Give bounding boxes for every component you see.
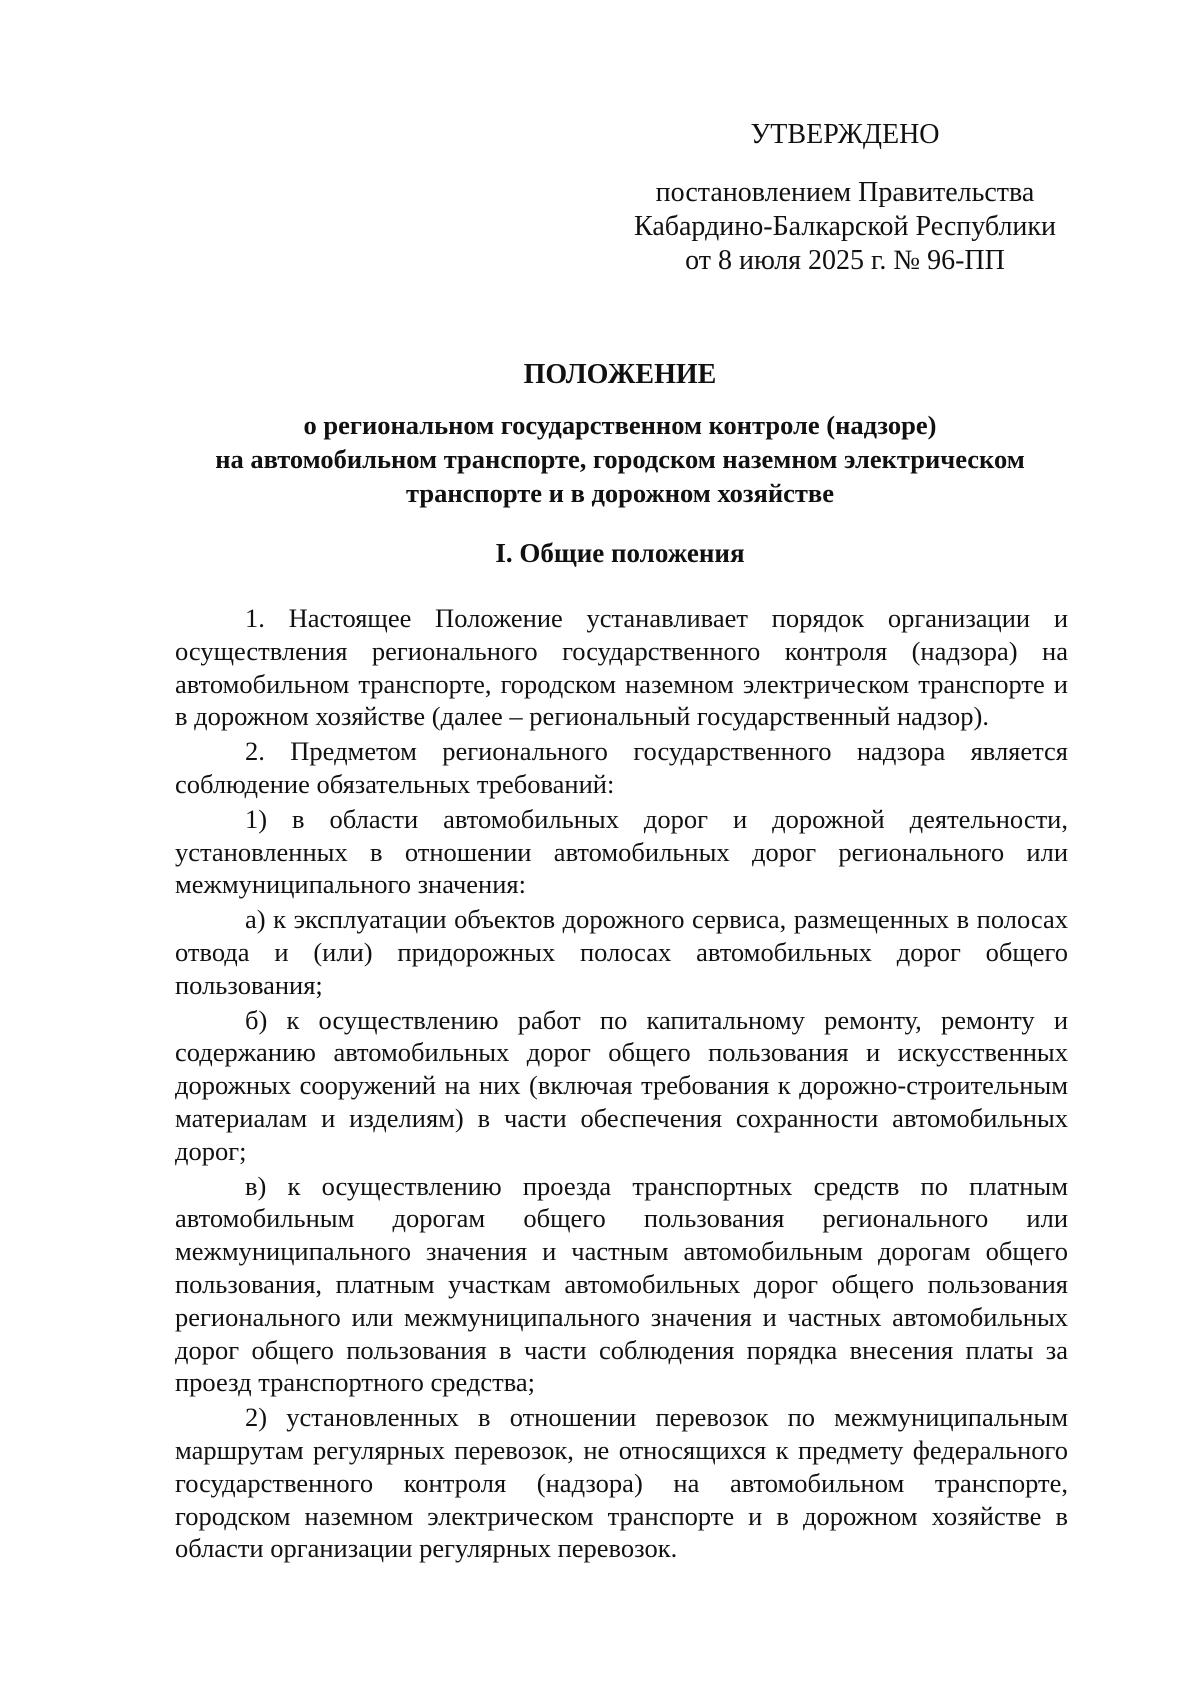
paragraph: б) к осуществлению работ по капитальному ремонту, ремонту и содержанию автомобильных дорог общего пользования и искусственных дорожных сооружений на них (включая требования к дорожно-строительным материалам и изделиям) в части обеспечения сохранности автомобильных дорог; [175,1004,1068,1166]
document-title-block [170,358,1070,510]
paragraph: 1. Настоящее Положение устанавливает порядок организации и осуществления регионального государственного контроля (надзора) на автомобильном транспорте, городском наземном электрическом транспорте и в дорожном хозяйстве (далее – региональный государственный надзор). [175,603,1068,732]
approval-line-1: постановлением Правительства [655,177,1035,208]
paragraph: 2) установленных в отношении перевозок по межмуниципальным маршрутам регулярных перевозок, не относящихся к предмету федерального государственного контроля (надзора) на автомобильном транспорте, городском наземном электрическом транспорте и в дорожном хозяйстве в области организации регулярных перевозок. [175,1402,1068,1564]
document-title: ПОЛОЖЕНИЕ [523,359,717,390]
document-subtitle-line-1: о региональном государственном контроле (надзоре) [303,410,937,440]
approval-line-2: Кабардино-Балкарской Республики [634,211,1056,242]
paragraph: 1) в области автомобильных дорог и дорожной деятельности, установленных в отношении автомобильных дорог регионального или межмуниципального значения: [175,803,1068,900]
approval-block [620,118,1070,278]
approval-title: УТВЕРЖДЕНО [750,119,940,150]
document-subtitle-line-3: транспорте и в дорожном хозяйстве [406,478,834,508]
paragraph: 2. Предметом регионального государственного надзора является соблюдение обязательных требований: [175,736,1068,799]
approval-line-3: от 8 июля 2025 г. № 96-ПП [685,245,1005,276]
paragraph: а) к эксплуатации объектов дорожного сервиса, размещенных в полосах отвода и (или) придорожных полосах автомобильных дорог общего пользования; [175,904,1068,1000]
document-body [175,602,1068,1565]
document-subtitle-line-2: на автомобильном транспорте, городском наземном электрическом [215,444,1025,474]
paragraph: в) к осуществлению проезда транспортных средств по платным автомобильным дорогам общего пользования регионального или межмуниципального значения и частным автомобильным дорогам общего пользования, платным участкам автомобильных дорог общего пользования регионального или межмуниципального значения и частных автомобильных дорог общего пользования в части соблюдения порядка внесения платы за проезд транспортного средства; [175,1170,1068,1398]
section-heading: I. Общие положения [495,538,745,568]
